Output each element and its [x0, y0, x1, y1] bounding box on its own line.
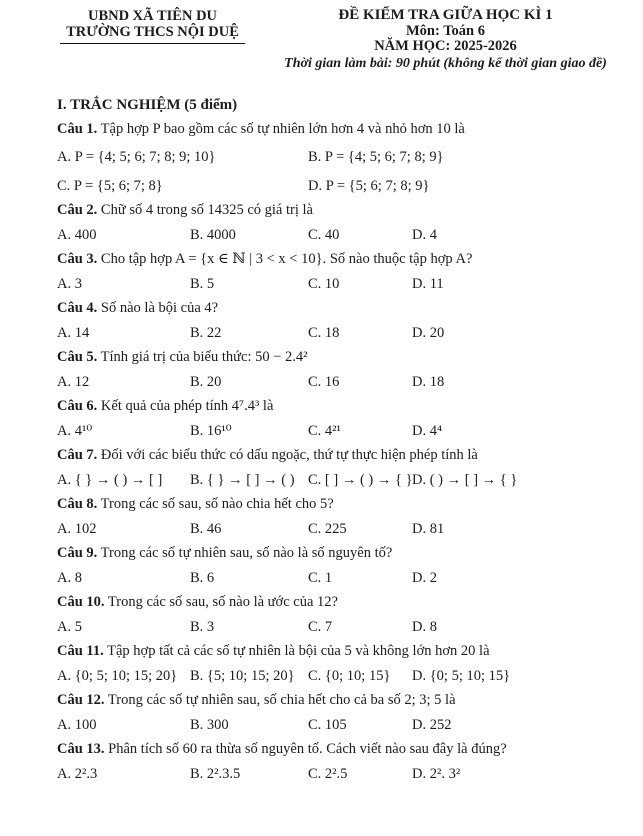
question-text: Kết quả của phép tính 4⁷.4³ là: [100, 398, 274, 414]
question-block: [57, 397, 637, 441]
question-block: [57, 495, 637, 539]
option: B. 5: [190, 276, 215, 292]
option: C. 1: [308, 570, 333, 586]
question-line: [57, 544, 637, 563]
exam-duration: Thời gian làm bài: 90 phút (không kể thời gian giao đề): [284, 55, 607, 71]
option: B. 16¹⁰: [190, 423, 232, 439]
question-line: [57, 299, 637, 318]
option: D. 4: [412, 227, 437, 243]
option: C. 7: [308, 619, 333, 635]
option: A. { } → ( ) → [ ]: [57, 472, 163, 488]
question-label: Câu 5.: [57, 349, 98, 365]
question-label: Câu 6.: [57, 398, 98, 414]
question-block: [57, 691, 637, 735]
question-block: [57, 120, 637, 196]
question-label: Câu 7.: [57, 447, 98, 463]
option: A. 4¹⁰: [57, 423, 93, 439]
question-block: [57, 740, 637, 784]
question-block: [57, 299, 637, 343]
question-line: [57, 348, 637, 367]
question-line: [57, 495, 637, 514]
question-line: [57, 691, 637, 710]
exam-subject: Môn: Toán 6: [406, 22, 485, 39]
option: D. P = {5; 6; 7; 8; 9}: [308, 178, 430, 194]
option: B. 300: [190, 717, 229, 733]
question-line: [57, 642, 637, 661]
org-name: UBND XÃ TIÊN DU: [87, 8, 218, 24]
question-label: Câu 3.: [57, 251, 98, 267]
option: A. 100: [57, 717, 97, 733]
option: C. 105: [308, 717, 347, 733]
option: B. 2².3.5: [190, 766, 241, 782]
option: B. 4000: [190, 227, 236, 243]
option: A. 3: [57, 276, 82, 292]
question-label: Câu 11.: [57, 643, 104, 659]
question-block: [57, 544, 637, 588]
option: B. 22: [190, 325, 222, 341]
question-line: [57, 740, 637, 759]
question-label: Câu 4.: [57, 300, 98, 316]
option: A. 102: [57, 521, 97, 537]
question-text: Trong các số sau, số nào chia hết cho 5?: [100, 496, 334, 512]
exam-header: [0, 8, 643, 71]
option: C. [ ] → ( ) → { }: [308, 472, 413, 488]
question-line: [57, 446, 637, 465]
question-block: [57, 201, 637, 245]
question-label: Câu 10.: [57, 594, 105, 610]
question-label: Câu 9.: [57, 545, 98, 561]
question-text: Chữ số 4 trong số 14325 có giá trị là: [100, 202, 313, 218]
question-label: Câu 12.: [57, 692, 105, 708]
options-row: [57, 765, 637, 784]
exam-info-block: [250, 8, 643, 71]
option: B. 46: [190, 521, 222, 537]
school-block: [55, 8, 250, 44]
options-row: [57, 324, 637, 343]
question-block: [57, 348, 637, 392]
option: A. 5: [57, 619, 82, 635]
option: B. {5; 10; 15; 20}: [190, 668, 295, 684]
option: C. 18: [308, 325, 340, 341]
options-row: [57, 520, 637, 539]
option: D. 11: [412, 276, 444, 292]
option: D. 252: [412, 717, 452, 733]
question-line: [57, 593, 637, 612]
options-row: [57, 148, 637, 196]
question-text: Tập hợp P bao gồm các số tự nhiên lớn hơn 4 và nhỏ hơn 10 là: [100, 121, 465, 137]
options-row: [57, 667, 637, 686]
question-text: Tập hợp tất cả các số tự nhiên là bội của 5 và không lớn hơn 20 là: [107, 643, 490, 659]
options-row: [57, 373, 637, 392]
option: B. 3: [190, 619, 215, 635]
option: A. {0; 5; 10; 15; 20}: [57, 668, 178, 684]
question-line: [57, 201, 637, 220]
school-name-line: [55, 24, 250, 44]
option: D. 20: [412, 325, 445, 341]
option: A. 14: [57, 325, 90, 341]
option: C. P = {5; 6; 7; 8}: [57, 178, 163, 194]
question-block: [57, 593, 637, 637]
question-label: Câu 13.: [57, 741, 105, 757]
question-label: Câu 1.: [57, 121, 98, 137]
exam-year: NĂM HỌC: 2025-2026: [374, 38, 517, 54]
question-block: [57, 446, 637, 490]
option: B. 20: [190, 374, 222, 390]
option: C. {0; 10; 15}: [308, 668, 391, 684]
option: A. 2².3: [57, 766, 98, 782]
option: A. 12: [57, 374, 90, 390]
options-row: [57, 471, 637, 490]
school-name: TRƯỜNG THCS NỘI DUỆ: [60, 24, 245, 44]
option: D. 2². 3²: [412, 766, 461, 782]
question-block: [57, 642, 637, 686]
option: C. 16: [308, 374, 340, 390]
question-line: [57, 120, 637, 139]
option: D. 8: [412, 619, 437, 635]
option: C. 2².5: [308, 766, 348, 782]
option: B. 6: [190, 570, 215, 586]
option: A. P = {4; 5; 6; 7; 8; 9; 10}: [57, 149, 216, 165]
options-row: [57, 422, 637, 441]
question-block: [57, 250, 637, 294]
option: A. 8: [57, 570, 82, 586]
option: C. 10: [308, 276, 340, 292]
question-text: Đối với các biểu thức có dấu ngoặc, thứ tự thực hiện phép tính là: [100, 447, 478, 463]
question-text: Trong các số tự nhiên sau, số nào là số nguyên tố?: [100, 545, 393, 561]
options-row: [57, 618, 637, 637]
questions-list: [57, 120, 637, 784]
options-row: [57, 275, 637, 294]
option: C. 225: [308, 521, 347, 537]
options-row: [57, 226, 637, 245]
option: B. { } → [ ] → ( ): [190, 472, 295, 488]
question-text: Số nào là bội của 4?: [100, 300, 219, 316]
options-row: [57, 716, 637, 735]
option: C. 4²¹: [308, 423, 341, 439]
exam-title: ĐỀ KIỂM TRA GIỮA HỌC KÌ 1: [338, 7, 553, 23]
option: A. 400: [57, 227, 97, 243]
question-label: Câu 2.: [57, 202, 98, 218]
question-text: Trong các số sau, số nào là ước của 12?: [107, 594, 338, 610]
question-text: Tính giá trị của biểu thức: 50 − 2.4²: [100, 349, 308, 365]
question-line: [57, 250, 637, 269]
question-text: Cho tập hợp A = {x ∈ ℕ | 3 < x < 10}. Số nào thuộc tập hợp A?: [100, 251, 473, 267]
question-label: Câu 8.: [57, 496, 98, 512]
options-row: [57, 569, 637, 588]
option: D. 2: [412, 570, 437, 586]
option: D. ( ) → [ ] → { }: [412, 472, 518, 488]
question-line: [57, 397, 637, 416]
section-title: I. TRẮC NGHIỆM (5 điểm): [57, 97, 238, 113]
option: D. 4⁴: [412, 423, 443, 439]
option: D. {0; 5; 10; 15}: [412, 668, 511, 684]
option: D. 18: [412, 374, 445, 390]
option: C. 40: [308, 227, 340, 243]
question-text: Trong các số tự nhiên sau, số chia hết cho cả ba số 2; 3; 5 là: [107, 692, 456, 708]
option: D. 81: [412, 521, 445, 537]
question-text: Phân tích số 60 ra thừa số nguyên tố. Cách viết nào sau đây là đúng?: [108, 741, 507, 757]
option: B. P = {4; 5; 6; 7; 8; 9}: [308, 149, 444, 165]
